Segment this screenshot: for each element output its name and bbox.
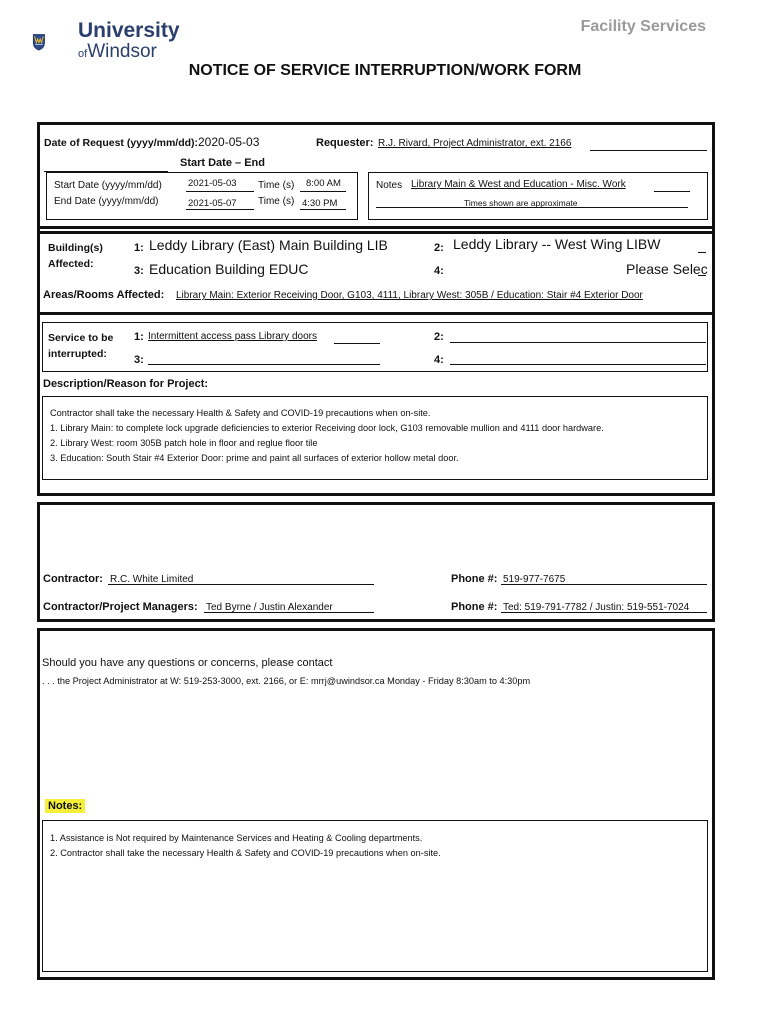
service-3-number: 3: [134,354,144,366]
description-line: Contractor shall take the necessary Health & Safety and COVID-19 precautions when on-site. [50,408,431,418]
notes-value[interactable]: Library Main & West and Education - Misc. Work [411,179,626,190]
start-end-heading: Start Date – End [180,157,265,169]
managers-value[interactable]: Ted Byrne / Justin Alexander [206,602,333,613]
buildings-label-1: Building(s) [48,242,103,254]
service-1-input[interactable]: Intermittent access pass Library doors [148,331,317,342]
areas-label: Areas/Rooms Affected: [43,289,165,301]
notes-line: 2. Contractor shall take the necessary Health & Safety and COVID-19 precautions when on-site. [50,848,441,858]
service-4-number: 4: [434,354,444,366]
service-label-1: Service to be [48,332,114,344]
contact-line-2: . . . the Project Administrator at W: 519-253-3000, ext. 2166, or E: mrrj@uwindsor.ca Monday - Friday 8:30am to 4:30pm [42,676,531,686]
description-text [50,406,700,466]
start-date-label: Start Date (yyyy/mm/dd) [54,180,162,191]
buildings-label-2: Affected: [48,258,94,270]
contractor-value[interactable]: R.C. White Limited [110,574,194,585]
university-name-line2: ofWindsor [78,41,157,62]
date-of-request-label: Date of Request (yyyy/mm/dd): [44,137,199,149]
contractor-label: Contractor: [43,573,103,585]
notes-heading: Notes: [45,799,85,813]
description-label: Description/Reason for Project: [43,378,209,390]
section-divider [37,312,715,315]
description-line: 2. Library West: room 305B patch hole in floor and reglue floor tile [50,438,318,448]
building-2-number: 2: [434,242,444,254]
start-date-value[interactable]: 2021-05-03 [188,178,237,189]
areas-value[interactable]: Library Main: Exterior Receiving Door, G103, 4111, Library West: 305B / Education: Stair #4 Exterior Door [176,290,643,301]
university-name: University [78,19,180,42]
contractor-phone-value[interactable]: 519-977-7675 [503,574,566,585]
service-3-input[interactable] [148,364,380,365]
managers-phone-value[interactable]: Ted: 519-791-7782 / Justin: 519-551-7024 [503,602,690,613]
end-time-label: Time (s) [258,196,295,207]
form-title: NOTICE OF SERVICE INTERRUPTION/WORK FORM [188,62,582,79]
building-1-number: 1: [134,242,144,254]
notes-subtext: Times shown are approximate [464,198,578,208]
building-1-select[interactable]: Leddy Library (East) Main Building LIB [149,237,388,253]
contact-line-1: Should you have any questions or concerns, please contact [42,657,333,669]
requester-label: Requester: [316,137,374,149]
notes-label: Notes [376,180,403,191]
end-time-value[interactable]: 4:30 PM [302,198,338,209]
building-3-select[interactable]: Education Building EDUC [149,261,309,277]
managers-label: Contractor/Project Managers: [43,601,198,613]
managers-phone-label: Phone #: [451,601,498,613]
service-2-input[interactable] [450,342,706,343]
service-1-number: 1: [134,331,144,343]
date-of-request-value[interactable]: 2020-05-03 [198,135,260,149]
service-label-2: interrupted: [48,348,107,360]
contractor-phone-label: Phone #: [451,573,498,585]
service-4-input[interactable] [450,364,706,365]
description-line: 3. Education: South Stair #4 Exterior Door: prime and paint all surfaces of exterior hollow metal door. [50,453,459,463]
start-time-label: Time (s) [258,180,295,191]
service-2-number: 2: [434,331,444,343]
end-date-value[interactable]: 2021-05-07 [188,198,237,209]
end-date-label: End Date (yyyy/mm/dd) [54,196,159,207]
building-4-number: 4: [434,265,444,277]
notes-text [50,831,441,861]
building-4-select[interactable]: Please Selec [626,261,708,277]
requester-value[interactable]: R.J. Rivard, Project Administrator, ext. 2166 [378,138,572,149]
building-2-select[interactable]: Leddy Library -- West Wing LIBW [453,236,661,252]
building-3-number: 3: [134,265,144,277]
description-line: 1. Library Main: to complete lock upgrade deficiencies to exterior Receiving door lock, G103 removable mullion and 4111 door hardware. [50,423,604,433]
notes-line: 1. Assistance is Not required by Maintenance Services and Heating & Cooling departments. [50,833,423,843]
facility-services-label: Facility Services [580,18,706,35]
start-time-value[interactable]: 8:00 AM [306,178,341,189]
